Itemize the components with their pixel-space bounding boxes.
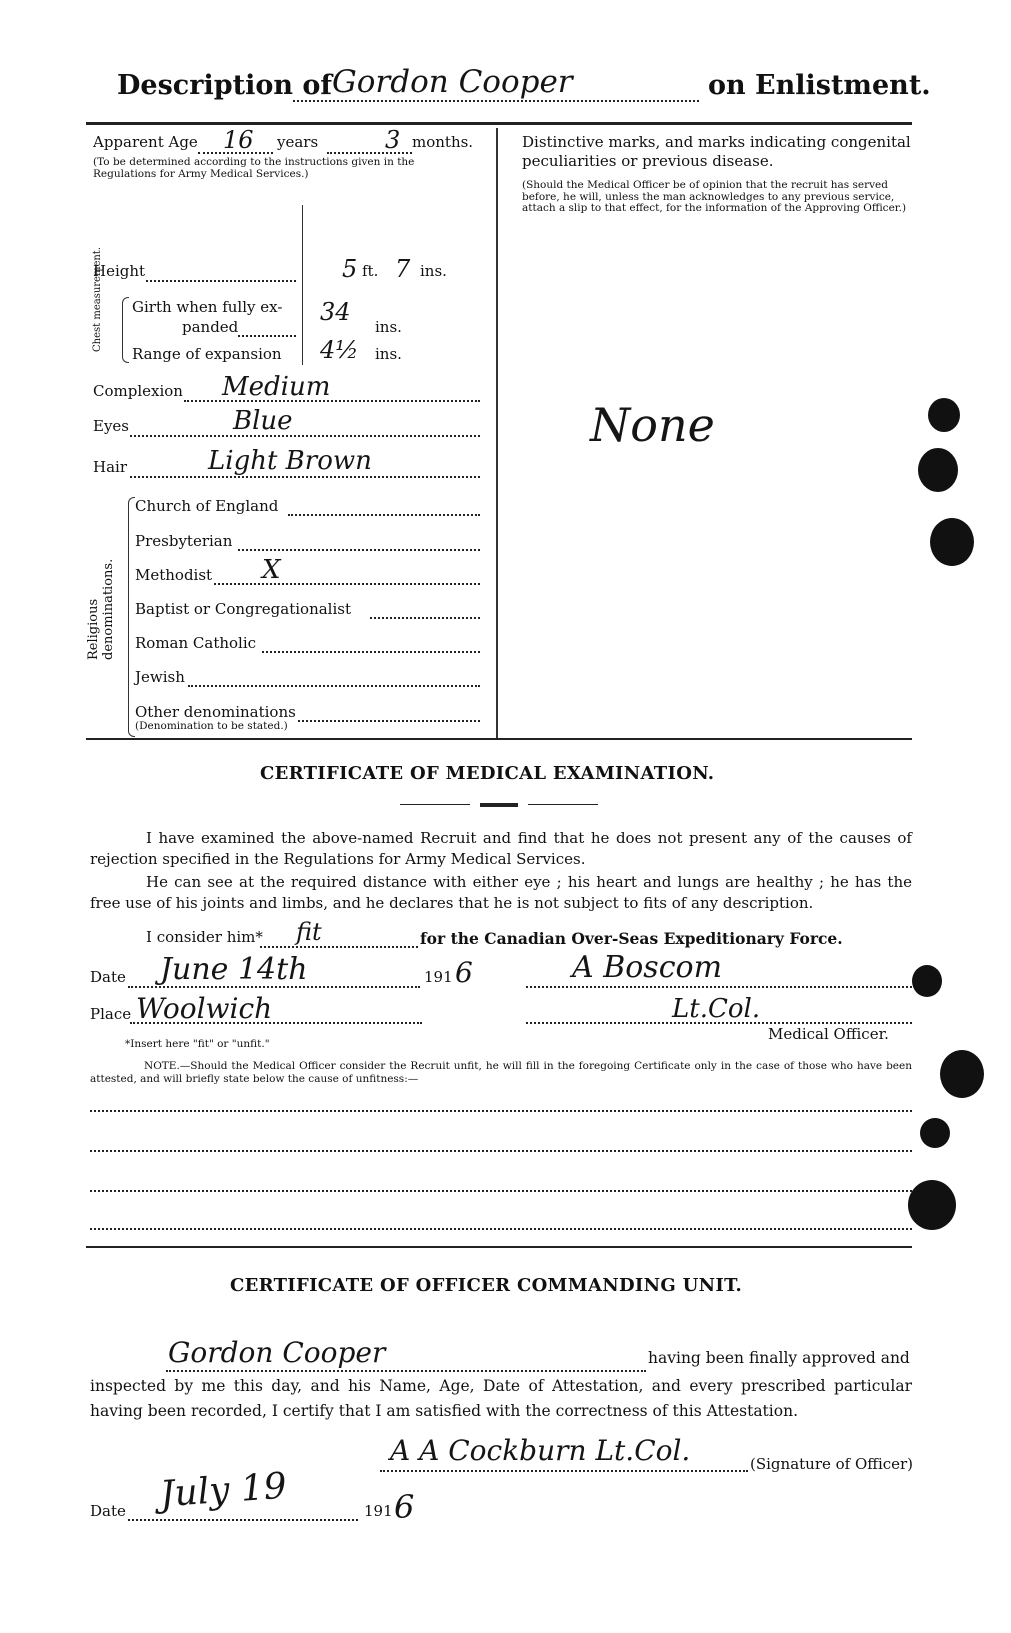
medical-year-digit: 6 [455, 956, 473, 989]
medical-sign-line [526, 986, 912, 988]
girth-label-2: panded [182, 318, 239, 336]
medical-title: CERTIFICATE OF MEDICAL EXAMINATION. [260, 763, 715, 784]
hair-label: Hair [93, 458, 127, 476]
consider-line [260, 946, 418, 948]
medical-title-rule-2 [528, 804, 598, 805]
religion-line-5 [188, 685, 480, 687]
commanding-signature: A A Cockburn Lt.Col. [390, 1434, 691, 1467]
ins-label: ins. [420, 262, 447, 280]
commanding-date-value: July 19 [158, 1465, 289, 1516]
girth-unit: ins. [375, 318, 402, 336]
religion-baptist: Baptist or Congregationalist [135, 600, 351, 618]
religion-line-2 [214, 583, 480, 585]
years-label: years [277, 133, 319, 151]
age-years: 16 [223, 126, 254, 154]
girth-value: 34 [320, 298, 351, 326]
consider-label: I consider him* [146, 928, 263, 946]
religion-line-4 [262, 651, 480, 653]
religion-roman-catholic: Roman Catholic [135, 634, 257, 652]
denomination-note: (Denomination to be stated.) [135, 720, 288, 732]
commanding-title: CERTIFICATE OF OFFICER COMMANDING UNIT. [230, 1275, 743, 1296]
place-label: Place [90, 1005, 132, 1023]
height-in: 7 [395, 255, 411, 283]
range-value: 4½ [320, 336, 359, 364]
religion-line-3 [370, 617, 480, 619]
binder-blot-2 [918, 448, 958, 492]
age-label: Apparent Age [93, 133, 198, 151]
commanding-date-label: Date [90, 1502, 126, 1520]
force-text: for the Canadian Over-Seas Expeditionary Force. [420, 929, 843, 948]
signature-label: (Signature of Officer) [750, 1455, 914, 1473]
commanding-year-digit: 6 [394, 1488, 415, 1526]
medical-note: NOTE.—Should the Medical Officer consider the Recruit unfit, he will fill in the foregoing Certificate only in the case of those who have been attested, and will briefly state below the cause of unfitness:— [90, 1060, 912, 1085]
medical-para-2: He can see at the required distance with either eye ; his heart and lungs are healthy ; he has the free use of his joints and limbs, and he declares that he is not subject to fits of any description. [90, 873, 912, 912]
chest-brace [122, 297, 129, 363]
eyes-line [130, 435, 480, 437]
commanding-para: inspected by me this day, and his Name, Age, Date of Attestation, and every prescribed particular having been recorded, I certify that I am satisfied with the correctness of this Attestation. [90, 1377, 912, 1420]
approved-text: having been finally approved and [648, 1349, 910, 1367]
medical-title-rule-bold [480, 803, 518, 807]
header-suffix: on Enlistment. [708, 70, 931, 101]
binder-blot-1 [928, 398, 960, 432]
header-rule [86, 122, 912, 125]
height-line [146, 280, 296, 282]
unfit-line-1 [90, 1110, 912, 1112]
marks-note: (Should the Medical Officer be of opinion that the recruit has served before, he will, unless the man acknowledges to any previous service, attach a slip to that effect, for the information of the Approving Officer.) [522, 179, 907, 214]
medical-para-1: I have examined the above-named Recruit and find that he does not present any of the causes of rejection specified in the Regulations for Army Medical Services. [90, 829, 912, 868]
commanding-date-line [128, 1519, 358, 1521]
religion-other: Other denominations [135, 703, 296, 721]
range-label: Range of expansion [132, 345, 282, 363]
column-divider [496, 128, 498, 739]
header-name-line [293, 100, 699, 102]
binder-blot-3 [930, 518, 974, 566]
unfit-line-3 [90, 1190, 912, 1192]
top-section-rule [86, 738, 912, 740]
chest-label: Chest measurement. [92, 246, 103, 352]
unfit-line-2 [90, 1150, 912, 1152]
commanding-name-value: Gordon Cooper [168, 1336, 386, 1369]
consider-value: fit [296, 918, 322, 946]
commanding-year-prefix: 191 [364, 1502, 393, 1520]
binder-blot-7 [908, 1180, 956, 1230]
place-value: Woolwich [136, 992, 273, 1025]
marks-label-1: Distinctive marks, and marks indicating congenital [522, 133, 911, 151]
range-unit: ins. [375, 345, 402, 363]
marks-value: None [590, 398, 715, 452]
insert-note: *Insert here "fit" or "unfit." [125, 1038, 270, 1050]
medical-bottom-rule [86, 1246, 912, 1248]
girth-label-1: Girth when fully ex- [132, 298, 283, 316]
religion-line-6 [298, 720, 480, 722]
hair-value: Light Brown [208, 446, 372, 476]
unfit-line-4 [90, 1228, 912, 1230]
religion-line-1 [238, 549, 480, 551]
height-label: Height [93, 262, 146, 280]
complexion-label: Complexion [93, 382, 183, 400]
binder-blot-6 [920, 1118, 950, 1148]
header-prefix: Description of [117, 70, 332, 101]
medical-date-label: Date [90, 968, 126, 986]
religion-church-of-england: Church of England [135, 497, 279, 515]
religion-presbyterian: Presbyterian [135, 532, 233, 550]
religion-methodist: Methodist [135, 566, 213, 584]
commanding-name-line [166, 1370, 646, 1372]
religion-jewish: Jewish [135, 668, 185, 686]
medical-date-value: June 14th [160, 952, 308, 987]
measure-divider [302, 205, 303, 365]
medical-signature: A Boscom [572, 950, 723, 985]
religion-label: Religious denominations. [86, 558, 116, 660]
age-note: (To be determined according to the instructions given in the Regulations for Army Medical Services.) [93, 156, 415, 180]
medical-title-rule [400, 804, 470, 805]
religion-brace [128, 497, 135, 737]
ft-label: ft. [362, 262, 379, 280]
medical-officer-label: Medical Officer. [768, 1025, 889, 1043]
officer-sign-line [380, 1470, 748, 1472]
complexion-value: Medium [222, 372, 331, 402]
religion-mark: X [262, 555, 281, 585]
binder-blot-4 [912, 965, 942, 997]
marks-label-2: peculiarities or previous disease. [522, 152, 774, 170]
age-months: 3 [385, 126, 401, 154]
eyes-label: Eyes [93, 417, 129, 435]
binder-blot-5 [940, 1050, 984, 1098]
religion-line-0 [288, 514, 480, 516]
hair-line [130, 476, 480, 478]
months-label: months. [412, 133, 474, 151]
height-ft: 5 [342, 255, 358, 283]
header-name: Gordon Cooper [332, 64, 573, 100]
girth-line [238, 335, 296, 337]
medical-year-prefix: 191 [424, 968, 453, 986]
eyes-value: Blue [233, 406, 293, 436]
medical-signature-2: Lt.Col. [672, 994, 761, 1024]
